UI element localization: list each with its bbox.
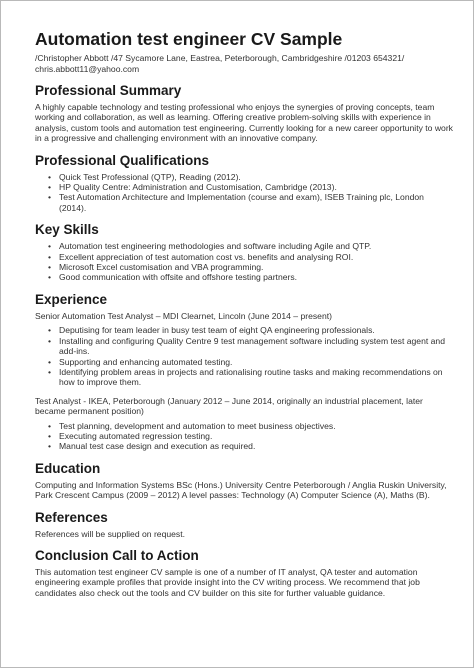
list-item: • Test planning, development and automation to meet business objectives. — [59, 421, 453, 431]
conclusion-text: This automation test engineer CV sample is one of a number of IT analyst, QA tester and automation engineering example profiles that provide insight into the CV writing process. We recommend that job candidates also check out the tools and CV builder on this site for further valuable guidance. — [35, 566, 420, 598]
skills-list — [35, 241, 453, 283]
list-item: • Microsoft Excel customisation and VBA programming. — [59, 262, 453, 272]
list-item: • Excellent appreciation of test automation cost vs. benefits and analysing ROI. — [59, 252, 453, 262]
list-item: • HP Quality Centre: Administration and Customisation, Cambridge (2013). — [59, 182, 453, 192]
list-item: • Good communication with offsite and offshore testing partners. — [59, 272, 453, 282]
education-text: Computing and Information Systems BSc (Hons.) University Centre Peterborough / Anglia Ruskin University, Park Crescent Campus (2009 – 2012) A level passes: Technology (A) Computer Science (A), Maths (B). — [35, 479, 447, 501]
list-item: • Supporting and enhancing automated testing. — [59, 357, 453, 367]
list-item: • Quick Test Professional (QTP), Reading (2012). — [59, 172, 453, 182]
job-duties-list — [35, 325, 453, 387]
heading-key-skills: Key Skills — [35, 222, 99, 238]
list-item: • Automation test engineering methodologies and software including Agile and QTP. — [59, 241, 453, 251]
heading-professional-summary: Professional Summary — [35, 83, 182, 98]
job-title-senior-automation: Senior Automation Test Analyst – MDI Clearnet, Lincoln (June 2014 – present) — [35, 310, 332, 321]
references-text: References will be supplied on request. — [35, 528, 186, 539]
list-item: • Test Automation Architecture and Implementation (course and exam), ISEB Training plc, London (2014). — [59, 192, 453, 213]
list-item: • Installing and configuring Quality Centre 9 test management software including system test agent and add-ins. — [59, 336, 453, 357]
list-item: • Manual test case design and execution as required. — [59, 441, 453, 451]
contact-details: /Christopher Abbott /47 Sycamore Lane, Eastrea, Peterborough, Cambridgeshire /01203 654321/ chris.abbott11@yahoo.com — [35, 53, 405, 74]
heading-references: References — [35, 509, 108, 525]
heading-professional-qualifications: Professional Qualifications — [35, 152, 210, 168]
cv-title: Automation test engineer CV Sample — [35, 29, 343, 49]
list-item: • Identifying problem areas in projects and rationalising routine tasks and making recommendations on how to improve them. — [59, 367, 453, 388]
heading-experience: Experience — [35, 291, 108, 307]
qualifications-list — [35, 172, 453, 214]
professional-summary-text: A highly capable technology and testing professional who enjoys the synergies of proving concepts, team working and collaboration, as well as learning. Offering creative problem-solving skills with experience in analysis, custom tools and automation test engineering. Currently looking for a new career opportunity to work in a progressive and challenging environment with an innovative company. — [35, 102, 453, 144]
list-item: • Executing automated regression testing. — [59, 431, 453, 441]
job-title-test-analyst: Test Analyst - IKEA, Peterborough (January 2012 – June 2014, originally an industrial placement, later became permanent position) — [35, 395, 423, 417]
list-item: • Deputising for team leader in busy test team of eight QA engineering professionals. — [59, 325, 453, 335]
heading-education: Education — [35, 460, 101, 476]
job-duties-list — [35, 421, 453, 452]
heading-conclusion: Conclusion Call to Action — [35, 547, 199, 563]
